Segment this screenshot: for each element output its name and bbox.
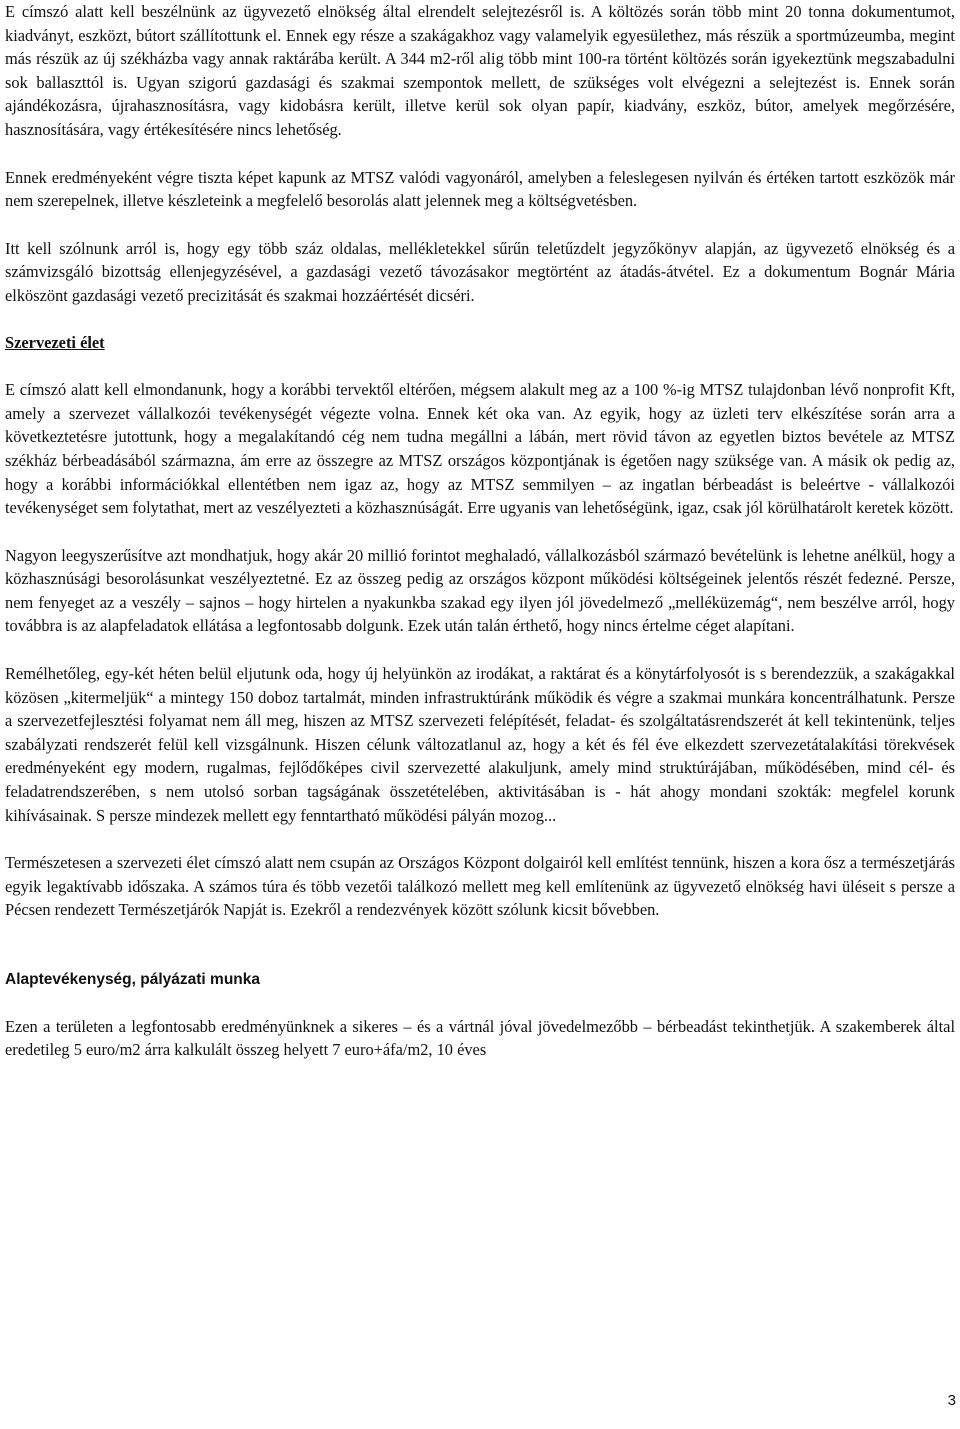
- paragraph-berbeadas: Ezen a területen a legfontosabb eredményünknek a sikeres – és a vártnál jóval jövedelmezőbb – bérbeadást tekinthetjük. A szakemberek által eredetileg 5 euro/m2 árra kalkulált összeg helyett 7 euro+áfa/m2, 10 éves: [5, 1016, 955, 1060]
- paragraph-vagyon: Ennek eredményeként végre tiszta képet kapunk az MTSZ valódi vagyonáról, amelyben a feleslegesen nyilván és értéken tartott eszközök már nem szerepelnek, illetve készleteink a megfelelő besorolás alatt jelennek meg a költségvetésben.: [5, 167, 955, 211]
- paragraph-orszagos-kozpont: Természetesen a szervezeti élet címszó alatt nem csupán az Országos Központ dolgairól kell említést tennünk, hiszen a kora ősz a természetjárás egyik legaktívabb időszaka. A számos túra és több vezetői találkozó mellett meg kell említenünk az ügyvezető elnökség havi üléseit s persze a Pécsen rendezett Természetjárók Napját is. Ezekről a rendezvények között szólunk kicsit bővebben.: [5, 853, 955, 920]
- page-number: 3: [947, 1392, 956, 1409]
- paragraph-atadas-atvetel: Itt kell szólnunk arról is, hogy egy több száz oldalas, mellékletekkel sűrűn teletűzdelt jegyzőkönyv alapján, az ügyvezető elnökség és a számvizsgáló bizottság ellenjegyzésével, a gazdasági vezető távozásakor megtörtént az átadás-átvétel. Ez a dokumentum Bognár Mária elköszönt gazdasági vezető precizitását és szakmai hozzáértését dicséri.: [5, 238, 955, 305]
- document-page: [5, 0, 955, 1062]
- paragraph-vallalkozasi-bevetel: Nagyon leegyszerűsítve azt mondhatjuk, hogy akár 20 millió forintot meghaladó, vállalkozásból származó bevételünk is lehetne anélkül, hogy a közhasznúsági besorolásunkat veszélyeztetné. Ez az összeg pedig az országos központ működési költségeinek jelentős részét fedezné. Persze, nem fenyeget az a veszély – sajnos – hogy hirtelen a nyakunkba szakad egy ilyen jól jövedelmező „melléküzemág“, nem beszélve arról, hogy továbbra is az alapfeladatok ellátása a legfontosabb dolgunk. Ezek után talán érthető, hogy nincs értelme céget alapítani.: [5, 545, 955, 636]
- paragraph-selejtezes: E címszó alatt kell beszélnünk az ügyvezető elnökség által elrendelt selejtezésről is. A költözés során több mint 20 tonna dokumentumot, kiadványt, eszközt, bútort szállítottunk el. Ennek egy része a szakágakhoz vagy valamelyik egyesülethez, más részük a sportmúzeumba, megint más részük az új székházba vagy annak raktárába került. A 344 m2-ről alig több mint 100-ra történt költözés során igyekeztünk megszabadulni sok ballaszttól is. Ugyan szigorú gazdasági és szakmai szempontok mellett, de szükséges volt elvégezni a selejtezést is. Ennek során ajándékozásra, újrahasznosításra, vagy kidobásra került, illetve kerül sok olyan papír, kiadvány, eszköz, bútor, amelyek megőrzésére, hasznosítására, vagy értékesítésére nincs lehetőség.: [5, 2, 955, 139]
- paragraph-szervezetfejlesztes: Remélhetőleg, egy-két héten belül eljutunk oda, hogy új helyünkön az irodákat, a raktárat és a könytárfolyosót is s berendezzük, a szakágakkal közösen „kitermeljük“ a mintegy 150 doboz tartalmát, minden infrastruktúránk működik és végre a szakmai munkára koncentrálhatunk. Persze a szervezetfejlesztési folyamat nem áll meg, hiszen az MTSZ szervezeti felépítését, feladat- és szolgáltatásrendszerét át kell tekintenünk, teljes szabályzati rendszerét felül kell vizsgálnunk. Hiszen célunk változatlanul az, hogy a két és fél éve elkezdett szervezetátalakítási törekvések eredményeként egy modern, rugalmas, fejlődőképes civil szervezetté alakuljunk, amely mind struktúrájában, működésében, mind cél- és feladatrendszerében, s nem utolsó sorban tagságának összetételében, aktivitásában is - hát ahogy mondani szokták: megfelel korunk kihívásainak. S persze mindezek mellett egy fenntartható működési pályán mozog...: [5, 664, 955, 825]
- paragraph-nonprofit-kft: E címszó alatt kell elmondanunk, hogy a korábbi tervektől eltérően, mégsem alakult meg az a 100 %-ig MTSZ tulajdonban lévő nonprofit Kft, amely a szervezet vállalkozói tevékenységét végezte volna. Ennek két oka van. Az egyik, hogy az üzleti terv elkészítése során arra a következtetésre jutottunk, hogy a megalakítandó cég nem tudna megállni a lábán, mert rövid távon az egyetlen biztos bevétele az MTSZ székház bérbeadásából származna, ám erre az összegre az MTSZ országos központjának is égetően nagy szüksége van. A másik ok pedig az, hogy a korábbi információkkal ellentétben nem igaz az, hogy az MTSZ semmilyen – az ingatlan bérbeadást is beleértve - vállalkozói tevékenységet sem folytathat, mert az veszélyezteti a közhasznúságát. Erre ugyanis van lehetőségünk, igaz, csak jól körülhatárolt keretek között.: [5, 380, 955, 518]
- heading-szervezeti-elet: Szervezeti élet: [5, 332, 105, 352]
- heading-alaptevekenyseg: Alaptevékenység, pályázati munka: [5, 971, 261, 988]
